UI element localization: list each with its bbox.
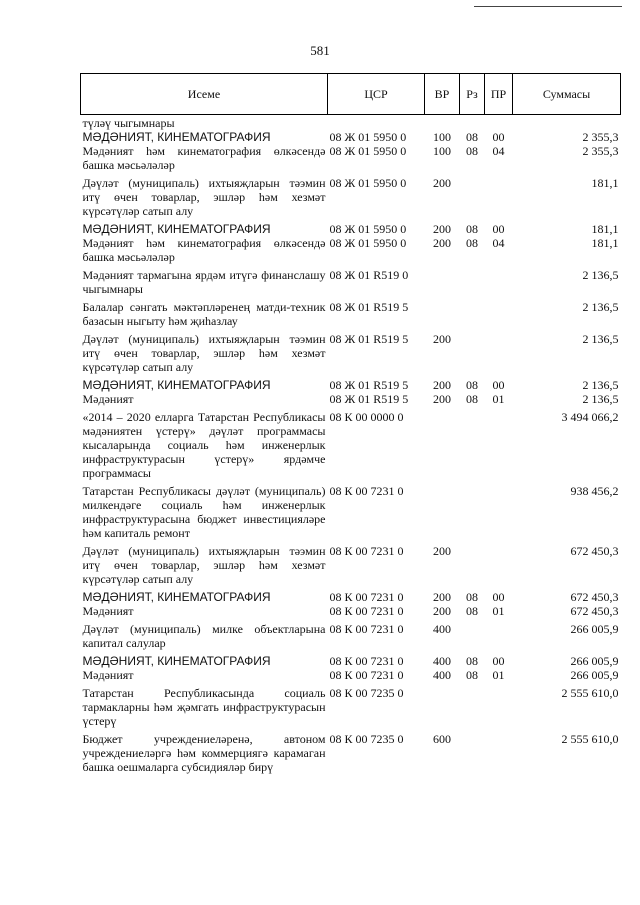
cell-pr (485, 115, 513, 131)
table-row (81, 392, 621, 406)
cell-csr: 08 К 00 7235 0 (329, 686, 404, 700)
cell-vr (425, 480, 460, 540)
cell-vr (425, 115, 460, 131)
top-rule (474, 6, 622, 7)
table-row (81, 540, 621, 586)
table-row (81, 374, 621, 392)
cell-name: Бюджет учреждениеләренә, автоном учреждениеләргә һәм коммерциягә карамаган башка оешмаларга субсидияләр бирү (82, 732, 326, 774)
cell-vr: 200 (433, 332, 451, 346)
cell-name: Мәдәният (82, 668, 134, 682)
cell-name: Мәдәният (82, 392, 134, 406)
cell-vr: 200 (433, 590, 451, 604)
cell-vr: 100 (433, 130, 451, 144)
cell-csr: 08 К 00 7231 0 (329, 622, 404, 636)
cell-pr (485, 406, 513, 480)
cell-name: Татарстан Республикасында социаль тармакларны һәм җәмгать инфраструктурасын үстерү (82, 686, 326, 728)
cell-csr (328, 115, 425, 131)
cell-sum: 938 456,2 (570, 484, 619, 498)
cell-pr: 00 (492, 130, 505, 144)
cell-pr: 00 (492, 590, 505, 604)
cell-name: Мәдәният һәм кинематография өлкәсендә башка мәсьәләләр (82, 236, 326, 264)
table-row (81, 264, 621, 296)
cell-pr: 00 (492, 654, 505, 668)
table-row (81, 604, 621, 618)
cell-rz: 08 (466, 222, 478, 236)
cell-name: Дәүләт (муниципаль) милке объектларына капитал салулар (82, 622, 326, 650)
cell-sum: 2 555 610,0 (561, 686, 619, 700)
cell-name: Балалар сәнгать мәктәпләренең матди-техник базасын ныгыту һәм җиһазлау (82, 300, 326, 328)
cell-sum: 181,1 (591, 176, 619, 190)
cell-vr: 200 (433, 236, 451, 250)
table-body (81, 115, 621, 775)
cell-sum: 266 005,9 (570, 622, 619, 636)
cell-pr (485, 172, 513, 218)
cell-csr: 08 Ж 01 5950 0 (329, 144, 407, 158)
cell-pr: 01 (492, 392, 505, 406)
cell-sum: 266 005,9 (570, 668, 619, 682)
cell-vr (425, 682, 460, 728)
cell-pr: 04 (492, 236, 505, 250)
cell-rz (460, 682, 485, 728)
cell-vr: 200 (433, 604, 451, 618)
cell-sum: 2 136,5 (582, 332, 619, 346)
cell-rz: 08 (466, 392, 478, 406)
cell-csr: 08 Ж 01 5950 0 (329, 236, 407, 250)
cell-name: «2014 – 2020 елларга Татарстан Республикасы мәдәниятен үстерү» дәүләт программасы кысаларында социаль һәм инженерлык инфраструктурасын үстерү» ярдәмче программасы (82, 410, 326, 480)
cell-vr: 400 (433, 668, 451, 682)
cell-vr (425, 264, 460, 296)
cell-rz (460, 618, 485, 650)
cell-csr: 08 Ж 01 R519 5 (329, 332, 409, 346)
cell-csr: 08 К 00 7231 0 (329, 604, 404, 618)
cell-rz: 08 (466, 668, 478, 682)
table-row (81, 618, 621, 650)
cell-sum: 2 136,5 (582, 378, 619, 392)
cell-rz (460, 172, 485, 218)
cell-sum: 181,1 (591, 236, 619, 250)
cell-name: Татарстан Республикасы дәүләт (муниципаль) милкендәге социаль һәм инженерлык инфраструктурасына бюджет инвестицияләре һәм капиталь ремонт (82, 484, 326, 540)
table-row (81, 728, 621, 774)
table-row (81, 115, 621, 131)
cell-pr: 00 (492, 222, 505, 236)
cell-name: түләү чыгымнары (82, 116, 175, 130)
cell-rz (460, 264, 485, 296)
cell-pr (485, 480, 513, 540)
header-pr: ПР (485, 74, 513, 115)
cell-rz (460, 540, 485, 586)
cell-name: МӘДӘНИЯТ, КИНЕМАТОГРАФИЯ (82, 378, 271, 392)
cell-rz (460, 406, 485, 480)
cell-csr: 08 К 00 0000 0 (329, 410, 404, 424)
cell-sum: 2 136,5 (582, 392, 619, 406)
cell-pr (485, 296, 513, 328)
cell-vr: 200 (433, 544, 451, 558)
cell-pr: 01 (492, 668, 505, 682)
cell-csr: 08 Ж 01 R519 5 (329, 300, 409, 314)
cell-name: МӘДӘНИЯТ, КИНЕМАТОГРАФИЯ (82, 654, 271, 668)
cell-vr (425, 406, 460, 480)
cell-csr: 08 К 00 7231 0 (329, 654, 404, 668)
cell-sum: 672 450,3 (570, 590, 619, 604)
table-row (81, 218, 621, 236)
cell-name: Дәүләт (муниципаль) ихтыяҗларын тәэмин итү өчен товарлар, эшләр һәм хезмәт күрсәтүләр сатып алу (82, 176, 326, 218)
cell-sum: 672 450,3 (570, 544, 619, 558)
cell-rz (460, 115, 485, 131)
cell-name: Мәдәният һәм кинематография өлкәсендә башка мәсьәләләр (82, 144, 326, 172)
table-row (81, 172, 621, 218)
cell-pr: 04 (492, 144, 505, 158)
header-vr: ВР (425, 74, 460, 115)
cell-sum: 2 355,3 (582, 130, 619, 144)
cell-csr: 08 Ж 01 R519 5 (329, 378, 409, 392)
header-sum: Суммасы (513, 74, 621, 115)
table-row (81, 480, 621, 540)
table-row (81, 650, 621, 668)
cell-csr: 08 К 00 7231 0 (329, 668, 404, 682)
header-csr: ЦСР (328, 74, 425, 115)
cell-name: Дәүләт (муниципаль) ихтыяҗларын тәэмин итү өчен товарлар, эшләр һәм хезмәт күрсәтүләр сатып алу (82, 544, 326, 586)
cell-csr: 08 Ж 01 R519 5 (329, 392, 409, 406)
cell-csr: 08 К 00 7231 0 (329, 544, 404, 558)
cell-sum: 2 555 610,0 (561, 732, 619, 746)
cell-rz: 08 (466, 654, 478, 668)
cell-vr: 400 (433, 622, 451, 636)
cell-rz: 08 (466, 236, 478, 250)
cell-csr: 08 К 00 7231 0 (329, 484, 404, 498)
header-rz: Рз (460, 74, 485, 115)
cell-vr: 100 (433, 144, 451, 158)
cell-rz (460, 328, 485, 374)
cell-sum: 2 355,3 (582, 144, 619, 158)
table-row (81, 144, 621, 172)
header-name: Исеме (81, 74, 328, 115)
cell-rz: 08 (466, 604, 478, 618)
table-header-row (81, 74, 621, 115)
cell-rz: 08 (466, 144, 478, 158)
cell-pr: 00 (492, 378, 505, 392)
cell-name: Мәдәният тармагына ярдәм итүгә финанслашу чыгымнары (82, 268, 326, 296)
cell-vr: 600 (433, 732, 451, 746)
cell-rz (460, 296, 485, 328)
cell-rz (460, 728, 485, 774)
cell-sum (513, 115, 621, 131)
cell-csr: 08 Ж 01 5950 0 (329, 176, 407, 190)
table-row (81, 406, 621, 480)
cell-vr: 200 (433, 176, 451, 190)
cell-sum: 266 005,9 (570, 654, 619, 668)
table-row (81, 236, 621, 264)
cell-rz (460, 480, 485, 540)
table-row (81, 682, 621, 728)
cell-sum: 2 136,5 (582, 268, 619, 282)
cell-pr (485, 328, 513, 374)
cell-pr (485, 618, 513, 650)
cell-name: Дәүләт (муниципаль) ихтыяҗларын тәэмин итү өчен товарлар, эшләр һәм хезмәт күрсәтүләр сатып алу (82, 332, 326, 374)
cell-rz: 08 (466, 130, 478, 144)
cell-vr: 200 (433, 222, 451, 236)
cell-sum: 2 136,5 (582, 300, 619, 314)
cell-pr: 01 (492, 604, 505, 618)
page-number: 581 (310, 43, 330, 58)
cell-name: МӘДӘНИЯТ, КИНЕМАТОГРАФИЯ (82, 130, 271, 144)
cell-vr: 200 (433, 392, 451, 406)
cell-name: МӘДӘНИЯТ, КИНЕМАТОГРАФИЯ (82, 222, 271, 236)
cell-name: Мәдәният (82, 604, 134, 618)
cell-csr: 08 Ж 01 5950 0 (329, 130, 407, 144)
table-row (81, 668, 621, 682)
budget-table (80, 73, 621, 774)
cell-sum: 672 450,3 (570, 604, 619, 618)
table-row (81, 296, 621, 328)
cell-sum: 181,1 (591, 222, 619, 236)
cell-csr: 08 К 00 7231 0 (329, 590, 404, 604)
cell-csr: 08 Ж 01 R519 0 (329, 268, 409, 282)
cell-vr: 200 (433, 378, 451, 392)
table-row (81, 328, 621, 374)
table-row (81, 586, 621, 604)
cell-rz: 08 (466, 590, 478, 604)
cell-csr: 08 Ж 01 5950 0 (329, 222, 407, 236)
cell-name: МӘДӘНИЯТ, КИНЕМАТОГРАФИЯ (82, 590, 271, 604)
cell-pr (485, 540, 513, 586)
cell-pr (485, 682, 513, 728)
cell-vr: 400 (433, 654, 451, 668)
cell-pr (485, 728, 513, 774)
cell-sum: 3 494 066,2 (561, 410, 619, 424)
cell-rz: 08 (466, 378, 478, 392)
cell-vr (425, 296, 460, 328)
table-row (81, 130, 621, 144)
cell-pr (485, 264, 513, 296)
cell-csr: 08 К 00 7235 0 (329, 732, 404, 746)
